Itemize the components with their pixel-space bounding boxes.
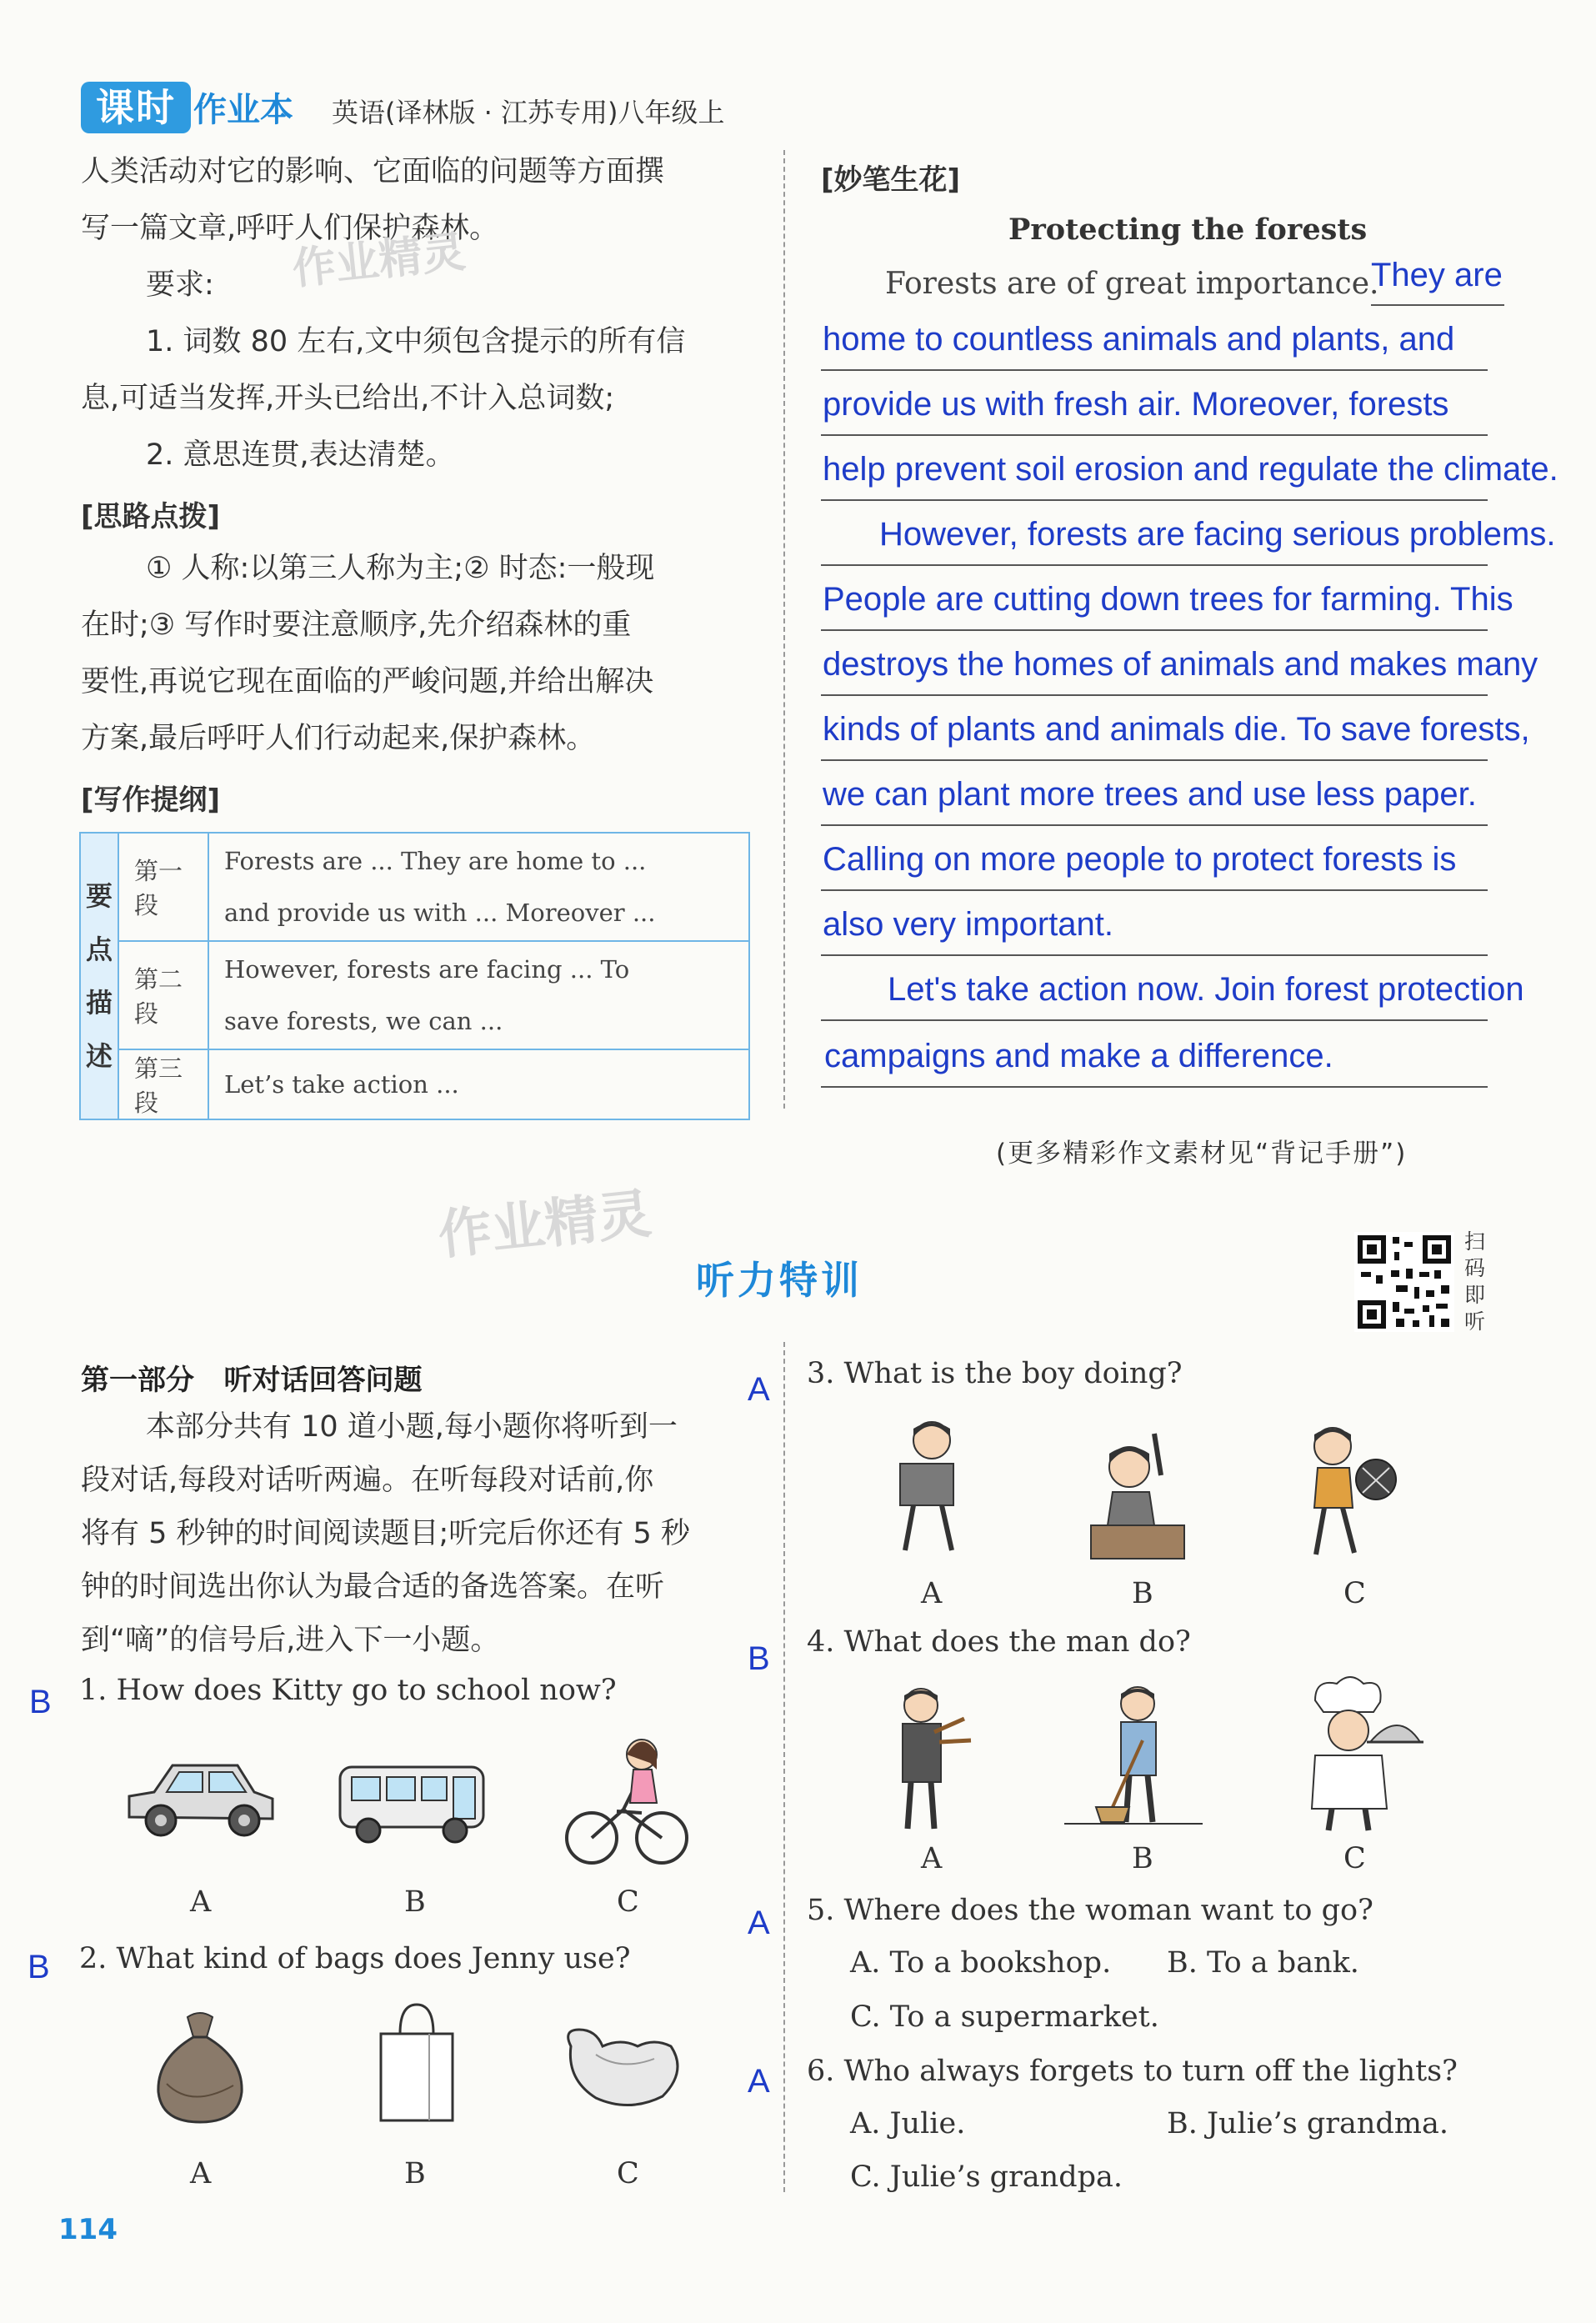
essay-line-8: kinds of plants and animals die. To save forests, (823, 711, 1530, 748)
q6-option-b[interactable]: B. Julie’s grandma. (1167, 2107, 1448, 2140)
intro-line-2: 写一篇文章,呼吁人们保护森林。 (81, 212, 499, 245)
q5-question: 5. Where does the woman want to go? (807, 1894, 1373, 1927)
page-number: 114 (58, 2213, 118, 2246)
q2-handwritten-answer: B (28, 1949, 50, 1985)
essay-rule (821, 499, 1488, 501)
q4-question: 4. What does the man do? (807, 1625, 1191, 1659)
outline-heading: [写作提纲] (81, 784, 221, 817)
essay-line-10: Calling on more people to protect forests is (823, 841, 1457, 878)
tips-line-3: 要性,再说它现在面临的严峻问题,并给出解决 (81, 665, 654, 698)
essay-printed-start: Forests are of great importance. (885, 267, 1379, 301)
requirements-title: 要求: (146, 268, 214, 302)
paper-bag-icon (371, 2000, 463, 2125)
q5-handwritten-answer: A (748, 1905, 770, 1941)
outline-para-2-label: 第二段 (118, 941, 208, 1049)
essay-line-6: People are cutting down trees for farming. This (823, 581, 1513, 618)
essay-line-1: They are (1371, 257, 1503, 293)
requirement-2: 2. 意思连贯,表达清楚。 (146, 438, 455, 472)
essay-rule (821, 564, 1488, 566)
q5-option-b[interactable]: B. To a bank. (1167, 1946, 1359, 1980)
part-desc-line-1: 本部分共有 10 道小题,每小题你将听到一 (146, 1410, 678, 1444)
q6-question: 6. Who always forgets to turn off the lights? (807, 2055, 1458, 2088)
essay-rule (821, 889, 1488, 891)
q2-option-b-label[interactable]: B (404, 2157, 426, 2190)
essay-line-5: However, forests are facing serious problems. (879, 516, 1556, 553)
q4-handwritten-answer: B (748, 1640, 770, 1677)
essay-rule (821, 759, 1488, 761)
essay-line-11: also very important. (823, 906, 1114, 943)
brand-logo: 课时 (81, 82, 191, 133)
watermark: 作业精灵 (290, 227, 468, 295)
q3-handwritten-answer: A (748, 1371, 770, 1408)
qr-code-icon[interactable] (1354, 1232, 1454, 1332)
boy-playing-ball-icon (1296, 1421, 1404, 1563)
essay-line-9: we can plant more trees and use less paper. (823, 776, 1477, 813)
essay-rule (821, 954, 1488, 956)
essay-rule (821, 824, 1488, 826)
q6-option-c[interactable]: C. Julie’s grandpa. (850, 2160, 1123, 2194)
part-one-title: 第一部分 听对话回答问题 (81, 1364, 423, 1397)
intro-line-1: 人类活动对它的影响、它面临的问题等方面撰 (81, 155, 665, 188)
tips-line-2: 在时;③ 写作时要注意顺序,先介绍森林的重 (81, 608, 632, 642)
q4-option-c-label[interactable]: C (1343, 1842, 1366, 1875)
essay-rule (821, 369, 1488, 371)
q3-question: 3. What is the boy doing? (807, 1357, 1183, 1390)
q1-option-b-label[interactable]: B (404, 1885, 426, 1919)
requirement-1-line-1: 1. 词数 80 左右,文中须包含提示的所有信 (146, 325, 686, 358)
outline-para-3-label: 第三段 (118, 1049, 208, 1119)
q6-handwritten-answer: A (748, 2063, 770, 2100)
tips-line-1: ① 人称:以第三人称为主;② 时态:一般现 (146, 552, 655, 585)
q2-question: 2. What kind of bags does Jenny use? (79, 1942, 631, 1975)
column-divider (783, 150, 785, 1109)
book-subtitle: 英语(译林版 · 江苏专用)八年级上 (332, 97, 725, 128)
essay-rule (821, 694, 1488, 696)
qr-scan-label: 扫 码 即 听 (1464, 1229, 1486, 1334)
outline-side-label: 要 点 描 述 (80, 833, 118, 1119)
q5-option-a[interactable]: A. To a bookshop. (850, 1946, 1112, 1980)
part-desc-line-3: 将有 5 秒钟的时间阅读题目;听完后你还有 5 秒 (81, 1517, 690, 1550)
tips-heading: [思路点拨] (81, 500, 221, 533)
man-playing-violin-icon (888, 1682, 979, 1832)
part-desc-line-5: 到“嘀”的信号后,进入下一小题。 (81, 1624, 500, 1657)
plastic-bag-icon (563, 2021, 688, 2113)
essay-section-heading: [妙笔生花] (821, 163, 961, 197)
q3-option-c-label[interactable]: C (1343, 1577, 1366, 1610)
boy-raising-hand-icon (1088, 1425, 1188, 1567)
essay-rule (821, 434, 1488, 436)
writing-outline-table (79, 832, 750, 1120)
cloth-bag-icon (150, 2009, 250, 2125)
outline-para-3-content: Let’s take action ... (208, 1049, 749, 1119)
q2-option-a-label[interactable]: A (190, 2157, 212, 2190)
essay-rule (821, 1019, 1488, 1021)
essay-rule (821, 1086, 1488, 1088)
bus-icon (333, 1759, 492, 1850)
chef-icon (1290, 1675, 1423, 1834)
q3-option-a-label[interactable]: A (921, 1577, 943, 1610)
outline-para-1-content: Forests are ... They are home to ... and provide us with ... Moreover ... (208, 833, 749, 941)
part-desc-line-4: 钟的时间选出你认为最合适的备选答案。在听 (81, 1570, 665, 1604)
girl-riding-bike-icon (558, 1730, 692, 1871)
man-sweeping-floor-icon (1063, 1682, 1204, 1832)
essay-line-12: Let's take action now. Join forest protection (888, 971, 1524, 1008)
essay-line-3: provide us with fresh air. Moreover, forests (823, 386, 1449, 423)
car-icon (121, 1750, 279, 1850)
q3-option-b-label[interactable]: B (1132, 1577, 1153, 1610)
q1-handwritten-answer: B (29, 1684, 52, 1720)
q1-question: 1. How does Kitty go to school now? (79, 1674, 617, 1707)
book-title: 作业本 (193, 91, 293, 129)
essay-title: Protecting the forests (1008, 213, 1368, 247)
more-materials-note: (更多精彩作文素材见“背记手册”) (996, 1139, 1408, 1169)
part-desc-line-2: 段对话,每段对话听两遍。在听每段对话前,你 (81, 1464, 654, 1497)
q4-option-a-label[interactable]: A (921, 1842, 943, 1875)
column-divider (783, 1342, 785, 2192)
tips-line-4: 方案,最后呼吁人们行动起来,保护森林。 (81, 722, 596, 755)
watermark: 作业精灵 (435, 1183, 654, 1268)
essay-rule (1371, 304, 1504, 306)
requirement-1-line-2: 息,可适当发挥,开头已给出,不计入总词数; (81, 382, 615, 415)
boy-carrying-books-icon (883, 1417, 975, 1559)
outline-para-2-content: However, forests are facing ... To save forests, we can ... (208, 941, 749, 1049)
q2-option-c-label[interactable]: C (617, 2157, 639, 2190)
essay-line-4: help prevent soil erosion and regulate the climate. (823, 451, 1558, 488)
listening-section-title: 听力特训 (696, 1258, 863, 1303)
essay-line-13: campaigns and make a difference. (824, 1038, 1333, 1074)
essay-line-7: destroys the homes of animals and makes many (823, 646, 1538, 683)
outline-para-1-label: 第一段 (118, 833, 208, 941)
q5-option-c[interactable]: C. To a supermarket. (850, 2000, 1159, 2034)
essay-line-2: home to countless animals and plants, and (823, 321, 1455, 358)
q1-option-a-label[interactable]: A (190, 1885, 212, 1919)
q4-option-b-label[interactable]: B (1132, 1842, 1153, 1875)
essay-rule (821, 629, 1488, 631)
q6-option-a[interactable]: A. Julie. (850, 2107, 966, 2140)
q1-option-c-label[interactable]: C (617, 1885, 639, 1919)
